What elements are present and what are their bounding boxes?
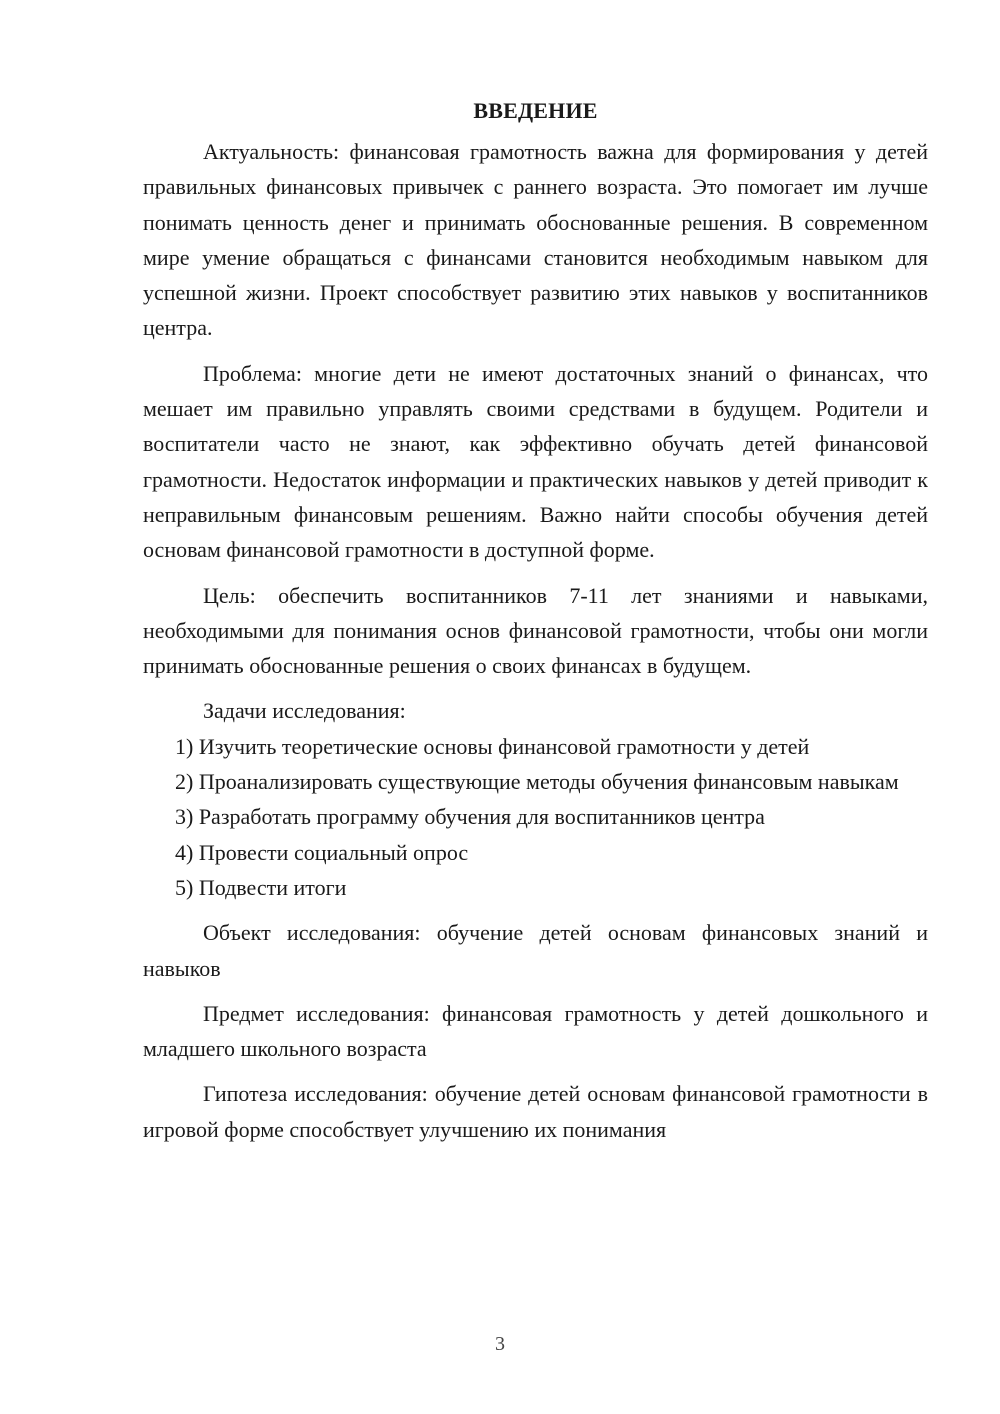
paragraph-subject: Предмет исследования: финансовая грамотность у детей дошкольного и младшего школьного возраста <box>143 1000 928 1062</box>
task-item-4: 4) Провести социальный опрос <box>175 839 469 865</box>
section-title: ВВЕДЕНИЕ <box>473 98 598 123</box>
paragraph-relevance: Актуальность: финансовая грамотность важна для формирования у детей правильных финансовых привычек с раннего возраста. Это помогает им лучше понимать ценность денег и принимать обоснованные решения. В современном мире умение обращаться с финансами становится необходимым навыком для успешной жизни. Проект способствует развитию этих навыков у воспитанников центра. <box>143 139 928 341</box>
task-item-3: 3) Разработать программу обучения для воспитанников центра <box>175 804 765 830</box>
paragraph-hypothesis: Гипотеза исследования: обучение детей основам финансовой грамотности в игровой форме способствует улучшению их понимания <box>143 1081 928 1142</box>
page-content <box>143 96 928 1147</box>
task-item-2: 2) Проанализировать существующие методы обучения финансовым навыкам <box>175 769 899 795</box>
paragraph-object: Объект исследования: обучение детей основам финансовых знаний и навыков <box>143 920 928 981</box>
task-item-5: 5) Подвести итоги <box>175 874 347 900</box>
page-number: 3 <box>495 1333 505 1355</box>
paragraph-goal: Цель: обеспечить воспитанников 7-11 лет знаниями и навыками, необходимыми для понимания основ финансовой грамотности, чтобы они могли принимать обоснованные решения о своих финансах в будущем. <box>143 582 928 679</box>
tasks-heading: Задачи исследования: <box>203 698 406 724</box>
paragraph-problem: Проблема: многие дети не имеют достаточных знаний о финансах, что мешает им правильно управлять своими средствами в будущем. Родители и воспитатели часто не знают, как эффективно обучать детей финансовой грамотности. Недостаток информации и практических навыков у детей приводит к неправильным финансовым решениям. Важно найти способы обучения детей основам финансовой грамотности в доступной форме. <box>143 360 928 563</box>
task-item-1: 1) Изучить теоретические основы финансовой грамотности у детей <box>175 733 810 759</box>
